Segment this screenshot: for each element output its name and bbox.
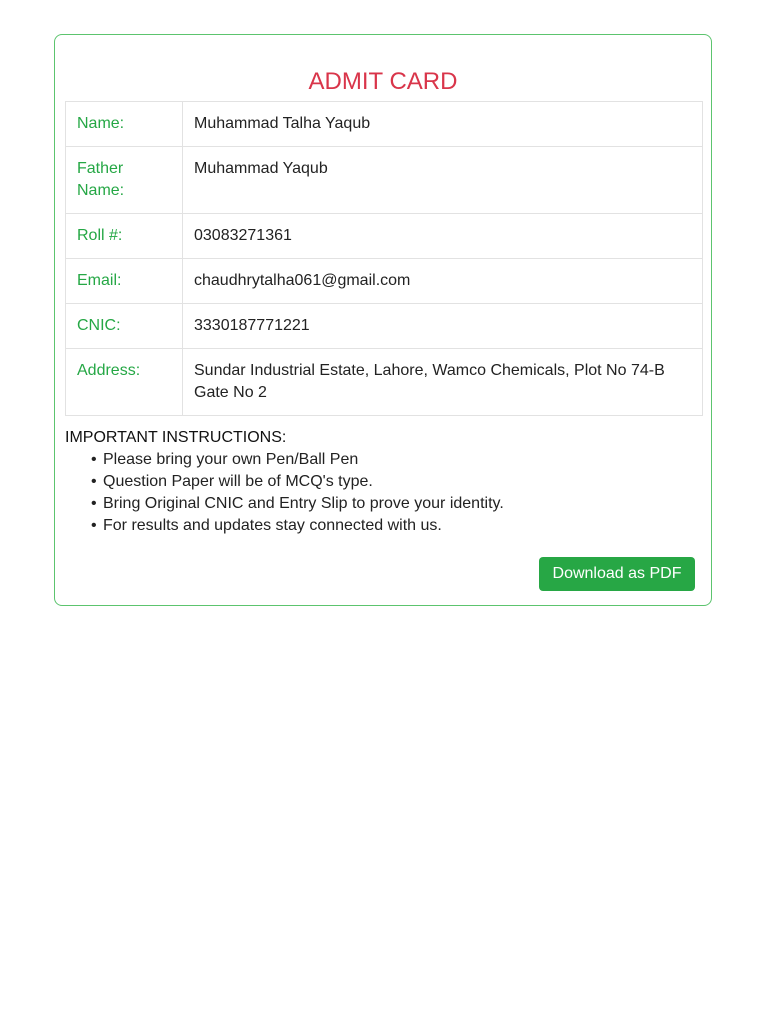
roll-value: 03083271361: [183, 214, 703, 259]
email-value: chaudhrytalha061@gmail.com: [183, 259, 703, 304]
table-row: [66, 259, 703, 304]
download-pdf-button[interactable]: Download as PDF: [539, 557, 695, 591]
instructions-heading: IMPORTANT INSTRUCTIONS:: [65, 429, 287, 446]
instruction-text: Please bring your own Pen/Ball Pen: [103, 451, 359, 468]
instruction-text: Bring Original CNIC and Entry Slip to prove your identity.: [103, 495, 504, 512]
address-value: Sundar Industrial Estate, Lahore, Wamco Chemicals, Plot No 74-B Gate No 2: [183, 349, 703, 416]
instruction-text: Question Paper will be of MCQ's type.: [103, 473, 373, 490]
instructions-list: [65, 449, 665, 537]
table-row: [66, 147, 703, 214]
name-label: Name:: [66, 102, 183, 147]
cnic-value: 3330187771221: [183, 304, 703, 349]
admit-card-title: ADMIT CARD: [308, 68, 458, 95]
table-row: [66, 349, 703, 416]
email-label: Email:: [66, 259, 183, 304]
list-item: [91, 493, 665, 515]
list-item: [91, 471, 665, 493]
father-name-value: Muhammad Yaqub: [183, 147, 703, 214]
table-row: [66, 214, 703, 259]
roll-label: Roll #:: [66, 214, 183, 259]
table-row: [66, 102, 703, 147]
bullet-icon: •: [91, 517, 97, 534]
cnic-label: CNIC:: [66, 304, 183, 349]
list-item: [91, 515, 665, 537]
bullet-icon: •: [91, 473, 97, 490]
instruction-text: For results and updates stay connected with us.: [103, 517, 442, 534]
instructions-section: [65, 427, 665, 537]
admit-card: [54, 34, 712, 606]
bullet-icon: •: [91, 495, 97, 512]
bullet-icon: •: [91, 451, 97, 468]
table-row: [66, 304, 703, 349]
info-table: [65, 101, 703, 416]
list-item: [91, 449, 665, 471]
father-name-label: Father Name:: [66, 147, 183, 214]
name-value: Muhammad Talha Yaqub: [183, 102, 703, 147]
address-label: Address:: [66, 349, 183, 416]
